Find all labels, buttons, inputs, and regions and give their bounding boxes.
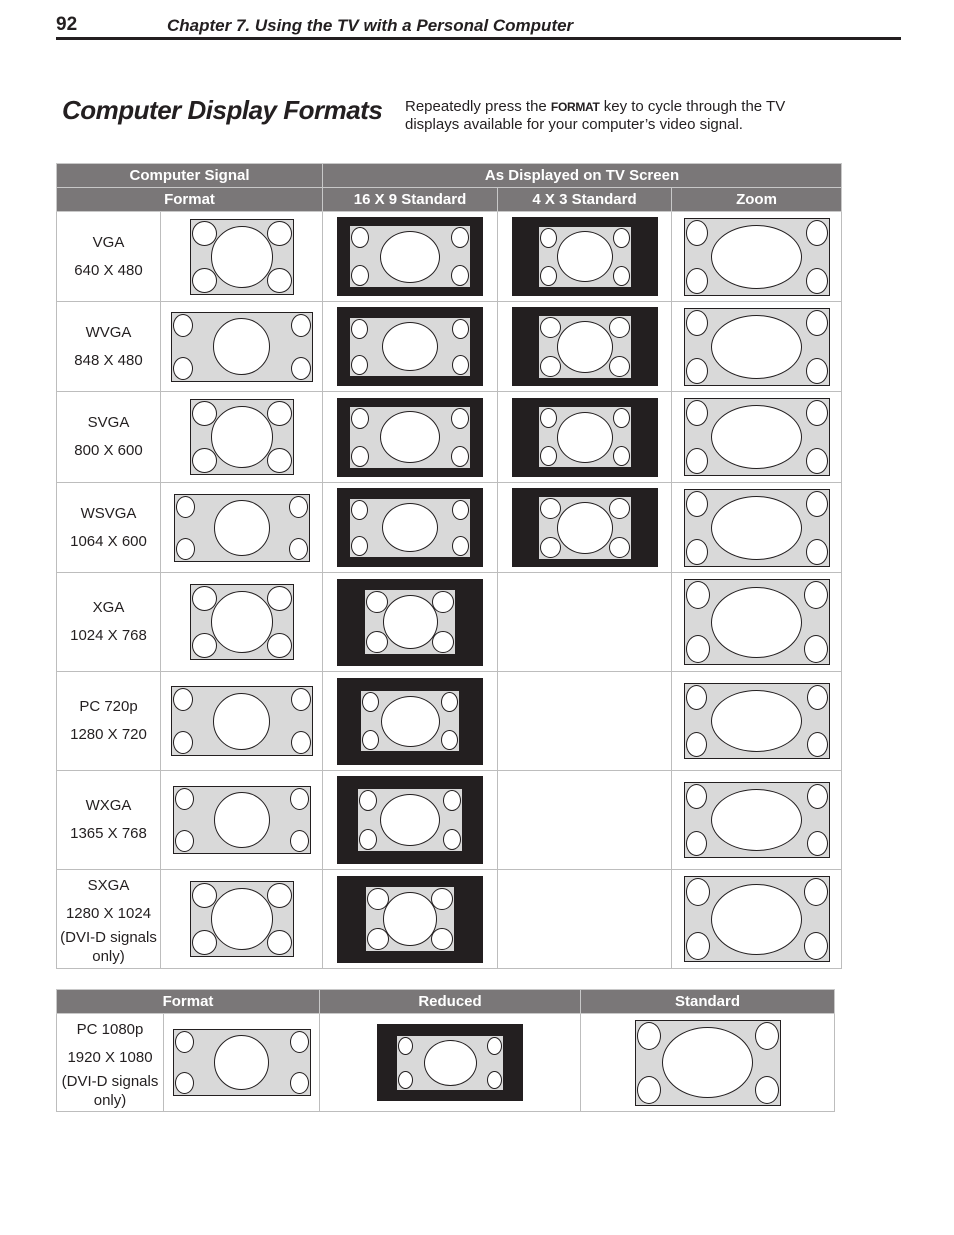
corner-circle (290, 1072, 309, 1094)
corner-circle (609, 356, 630, 377)
center-circle (383, 892, 437, 946)
format-cell (57, 771, 161, 870)
picture-area (349, 406, 471, 469)
format-cell (57, 1014, 164, 1112)
center-circle (213, 693, 270, 750)
format-cell (57, 672, 161, 771)
center-circle (382, 322, 438, 371)
pc-1080p-table (56, 989, 835, 1112)
header-4x3-standard: 4 X 3 Standard (498, 188, 672, 212)
corner-circle (686, 310, 708, 336)
corner-circle (192, 221, 217, 246)
corner-circle (192, 268, 217, 293)
4x3-diagram-cell (498, 771, 672, 870)
corner-circle (192, 401, 217, 426)
corner-circle (289, 496, 308, 518)
corner-circle (686, 268, 708, 294)
format-name: WXGA (85, 797, 132, 814)
format-resolution: 1280 X 1024 (65, 905, 152, 922)
format-cell (57, 483, 161, 573)
corner-circle (807, 784, 828, 809)
corner-circle (192, 633, 217, 658)
corner-circle (351, 265, 369, 286)
corner-circle (441, 730, 458, 750)
corner-circle (540, 537, 561, 558)
4x3-diagram-cell (498, 302, 672, 392)
center-circle (711, 884, 802, 955)
corner-circle (267, 633, 292, 658)
4x3-diagram-cell (498, 212, 672, 302)
format-resolution: 1280 X 720 (70, 726, 147, 743)
corner-circle (267, 883, 292, 908)
header-format: Format (57, 188, 323, 212)
zoom-diagram-cell (672, 870, 842, 969)
corner-circle (452, 319, 469, 339)
corner-circle (267, 930, 292, 955)
corner-circle (540, 356, 561, 377)
picture-area (538, 315, 632, 379)
zoom-diagram-cell (672, 212, 842, 302)
corner-circle (806, 400, 828, 426)
format-resolution: 1024 X 768 (70, 627, 147, 644)
format-note: (DVI-D signals only) (61, 1072, 159, 1109)
corner-circle (176, 496, 195, 518)
corner-circle (431, 928, 453, 950)
table-row (57, 302, 842, 392)
header-16x9-standard: 16 X 9 Standard (323, 188, 498, 212)
source-image-diagram (190, 399, 294, 475)
16x9-diagram-cell (323, 392, 498, 483)
zoomed-screen-diagram (684, 782, 830, 858)
4x3-diagram-cell (498, 483, 672, 573)
format-resolution: 1920 X 1080 (67, 1048, 153, 1066)
format-name: WVGA (85, 323, 132, 341)
display-formats-table (56, 163, 842, 969)
format-name: WSVGA (80, 504, 137, 522)
header-zoom: Zoom (672, 188, 842, 212)
corner-circle (686, 581, 710, 609)
corner-circle (451, 446, 469, 467)
zoom-diagram-cell (672, 483, 842, 573)
corner-circle (686, 539, 708, 565)
source-image-diagram (190, 881, 294, 957)
source-diagram-cell (161, 672, 323, 771)
corner-circle (613, 228, 630, 248)
corner-circle (686, 878, 710, 906)
header-format-2: Format (57, 990, 320, 1014)
corner-circle (613, 446, 630, 466)
corner-circle (804, 878, 828, 906)
corner-circle (351, 227, 369, 248)
tv-screen-diagram (377, 1024, 523, 1101)
source-image-diagram (190, 219, 294, 295)
corner-circle (267, 268, 292, 293)
source-diagram-cell (161, 302, 323, 392)
source-diagram-cell (161, 771, 323, 870)
center-circle (380, 794, 440, 846)
corner-circle (173, 731, 193, 754)
source-diagram-cell (161, 870, 323, 969)
corner-circle (609, 498, 630, 519)
format-resolution: 848 X 480 (74, 351, 143, 369)
16x9-diagram-cell (323, 672, 498, 771)
chapter-title: Chapter 7. Using the TV with a Personal Computer (167, 16, 574, 35)
picture-area (538, 496, 632, 560)
source-image-diagram (173, 786, 311, 854)
format-name: SVGA (87, 414, 130, 431)
corner-circle (351, 408, 369, 429)
format-name: PC 720p (79, 698, 138, 715)
center-circle (381, 696, 440, 747)
section-title: Computer Display Formats (62, 95, 383, 125)
center-circle (711, 225, 802, 289)
picture-area (364, 589, 456, 655)
format-cell (57, 392, 161, 483)
tv-screen-diagram (337, 217, 483, 296)
format-name: VGA (92, 233, 125, 251)
corner-circle (443, 790, 461, 811)
header-reduced: Reduced (320, 990, 581, 1014)
corner-circle (755, 1022, 779, 1050)
corner-circle (804, 581, 828, 609)
corner-circle (173, 314, 193, 337)
corner-circle (686, 732, 707, 757)
table-row (57, 672, 842, 771)
center-circle (213, 318, 270, 375)
picture-area (360, 690, 460, 752)
format-cell (57, 212, 161, 302)
corner-circle (359, 829, 377, 850)
corner-circle (804, 932, 828, 960)
format-resolution: 800 X 600 (74, 442, 143, 459)
corner-circle (176, 538, 195, 560)
corner-circle (540, 228, 557, 248)
corner-circle (613, 266, 630, 286)
corner-circle (290, 1031, 309, 1053)
corner-circle (289, 538, 308, 560)
16x9-diagram-cell (323, 212, 498, 302)
center-circle (557, 231, 613, 282)
source-diagram-cell (161, 483, 323, 573)
tv-screen-diagram (337, 488, 483, 567)
format-resolution: 1064 X 600 (70, 532, 147, 550)
corner-circle (686, 448, 708, 474)
corner-circle (351, 355, 368, 375)
corner-circle (807, 685, 828, 710)
16x9-diagram-cell (323, 870, 498, 969)
corner-circle (362, 692, 379, 712)
corner-circle (686, 491, 708, 517)
source-image-diagram (171, 312, 313, 382)
zoom-diagram-cell (672, 302, 842, 392)
zoomed-screen-diagram (684, 398, 830, 476)
corner-circle (686, 831, 707, 856)
format-cell (57, 573, 161, 672)
format-name: XGA (92, 599, 125, 616)
corner-circle (609, 537, 630, 558)
corner-circle (291, 688, 311, 711)
page-header (56, 14, 901, 40)
corner-circle (540, 317, 561, 338)
table-row (57, 1014, 835, 1112)
corner-circle (686, 635, 710, 663)
format-resolution: 1365 X 768 (70, 825, 147, 842)
format-resolution: 640 X 480 (74, 261, 143, 279)
corner-circle (451, 227, 469, 248)
corner-circle (452, 500, 469, 520)
corner-circle (806, 491, 828, 517)
tv-screen-diagram (512, 217, 658, 296)
center-circle (382, 503, 438, 552)
source-diagram-cell (161, 573, 323, 672)
page-number: 92 (56, 14, 78, 35)
corner-circle (359, 790, 377, 811)
picture-area (396, 1035, 504, 1091)
zoom-diagram-cell (672, 573, 842, 672)
zoomed-screen-diagram (684, 308, 830, 386)
corner-circle (487, 1071, 502, 1089)
zoomed-screen-diagram (684, 579, 830, 665)
zoom-diagram-cell (672, 672, 842, 771)
corner-circle (686, 400, 708, 426)
corner-circle (686, 784, 707, 809)
center-circle (711, 587, 802, 658)
center-circle (211, 226, 273, 288)
tv-screen-diagram (337, 776, 483, 864)
corner-circle (362, 730, 379, 750)
corner-circle (452, 536, 469, 556)
corner-circle (173, 357, 193, 380)
corner-circle (540, 446, 557, 466)
corner-circle (807, 831, 828, 856)
16x9-diagram-cell (323, 302, 498, 392)
picture-area (365, 886, 455, 952)
tv-screen-diagram (337, 579, 483, 666)
center-circle (557, 321, 613, 373)
header-as-displayed: As Displayed on TV Screen (323, 164, 842, 188)
format-key-label: FORMAT (550, 100, 600, 114)
zoomed-screen-diagram (684, 218, 830, 296)
corner-circle (291, 357, 311, 380)
corner-circle (291, 731, 311, 754)
zoom-diagram-cell (672, 771, 842, 870)
intro-text: Repeatedly press the FORMAT key to cycle through the TV displays available for your computer’s video signal. (405, 98, 786, 133)
table-row (57, 483, 842, 573)
picture-area (538, 226, 632, 288)
tv-screen-diagram (337, 307, 483, 386)
header-computer-signal: Computer Signal (57, 164, 323, 188)
corner-circle (806, 448, 828, 474)
header-standard: Standard (581, 990, 835, 1014)
center-circle (711, 789, 802, 851)
4x3-diagram-cell (498, 392, 672, 483)
corner-circle (441, 692, 458, 712)
corner-circle (686, 685, 707, 710)
format-note: (DVI-D signals only) (60, 929, 157, 965)
tv-screen-diagram (337, 678, 483, 765)
corner-circle (686, 932, 710, 960)
corner-circle (192, 883, 217, 908)
corner-circle (267, 448, 292, 473)
corner-circle (432, 631, 454, 653)
center-circle (711, 405, 802, 469)
table-row (57, 212, 842, 302)
corner-circle (192, 586, 217, 611)
corner-circle (807, 732, 828, 757)
format-cell (57, 870, 161, 969)
corner-circle (540, 408, 557, 428)
corner-circle (806, 358, 828, 384)
corner-circle (806, 268, 828, 294)
corner-circle (192, 448, 217, 473)
corner-circle (351, 536, 368, 556)
corner-circle (451, 408, 469, 429)
corner-circle (351, 446, 369, 467)
center-circle (424, 1040, 477, 1086)
picture-area (538, 406, 632, 468)
reduced-diagram-cell (320, 1014, 581, 1112)
zoomed-screen-diagram (684, 489, 830, 567)
corner-circle (192, 930, 217, 955)
zoom-diagram-cell (672, 392, 842, 483)
corner-circle (175, 788, 194, 810)
center-circle (380, 411, 440, 463)
picture-area (349, 498, 471, 558)
4x3-diagram-cell (498, 672, 672, 771)
corner-circle (175, 1072, 194, 1094)
table-row (57, 870, 842, 969)
corner-circle (451, 265, 469, 286)
center-circle (662, 1027, 753, 1098)
corner-circle (443, 829, 461, 850)
zoomed-screen-diagram (684, 876, 830, 962)
tv-screen-diagram (512, 488, 658, 567)
4x3-diagram-cell (498, 870, 672, 969)
center-circle (214, 792, 270, 848)
16x9-diagram-cell (323, 771, 498, 870)
corner-circle (613, 408, 630, 428)
format-cell (57, 302, 161, 392)
source-image-diagram (174, 494, 310, 562)
standard-diagram-cell (581, 1014, 835, 1112)
corner-circle (755, 1076, 779, 1104)
source-diagram-cell (161, 212, 323, 302)
picture-area (357, 788, 463, 852)
corner-circle (351, 319, 368, 339)
corner-circle (175, 830, 194, 852)
corner-circle (291, 314, 311, 337)
corner-circle (609, 317, 630, 338)
picture-area (349, 317, 471, 377)
table-row (57, 573, 842, 672)
16x9-diagram-cell (323, 483, 498, 573)
corner-circle (398, 1037, 413, 1055)
corner-circle (175, 1031, 194, 1053)
corner-circle (487, 1037, 502, 1055)
center-circle (711, 496, 802, 560)
format-name: PC 1080p (76, 1020, 144, 1038)
corner-circle (804, 635, 828, 663)
center-circle (557, 502, 613, 554)
tv-screen-diagram (337, 398, 483, 477)
corner-circle (351, 500, 368, 520)
tv-screen-diagram (337, 876, 483, 963)
corner-circle (398, 1071, 413, 1089)
corner-circle (806, 220, 828, 246)
corner-circle (267, 586, 292, 611)
corner-circle (806, 539, 828, 565)
center-circle (383, 595, 438, 649)
corner-circle (540, 498, 561, 519)
source-diagram-cell (161, 392, 323, 483)
corner-circle (290, 788, 309, 810)
corner-circle (290, 830, 309, 852)
16x9-diagram-cell (323, 573, 498, 672)
center-circle (711, 690, 802, 752)
corner-circle (267, 401, 292, 426)
corner-circle (637, 1076, 661, 1104)
table-row (57, 392, 842, 483)
picture-area (349, 225, 471, 288)
center-circle (711, 315, 802, 379)
corner-circle (267, 221, 292, 246)
corner-circle (686, 220, 708, 246)
center-circle (211, 888, 273, 950)
source-image-diagram (190, 584, 294, 660)
source-image-diagram (173, 1029, 311, 1096)
corner-circle (806, 310, 828, 336)
source-image-diagram (171, 686, 313, 756)
4x3-diagram-cell (498, 573, 672, 672)
center-circle (211, 406, 273, 468)
format-name: SXGA (87, 877, 130, 894)
table-row (57, 771, 842, 870)
source-diagram-cell (164, 1014, 320, 1112)
corner-circle (173, 688, 193, 711)
corner-circle (637, 1022, 661, 1050)
center-circle (214, 500, 270, 556)
tv-screen-diagram (512, 398, 658, 477)
corner-circle (452, 355, 469, 375)
center-circle (557, 412, 613, 463)
center-circle (214, 1035, 269, 1090)
zoomed-screen-diagram (684, 683, 830, 759)
center-circle (211, 591, 273, 653)
corner-circle (366, 631, 388, 653)
center-circle (380, 231, 440, 283)
tv-screen-diagram (512, 307, 658, 386)
corner-circle (540, 266, 557, 286)
zoomed-screen-diagram (635, 1020, 781, 1106)
corner-circle (686, 358, 708, 384)
